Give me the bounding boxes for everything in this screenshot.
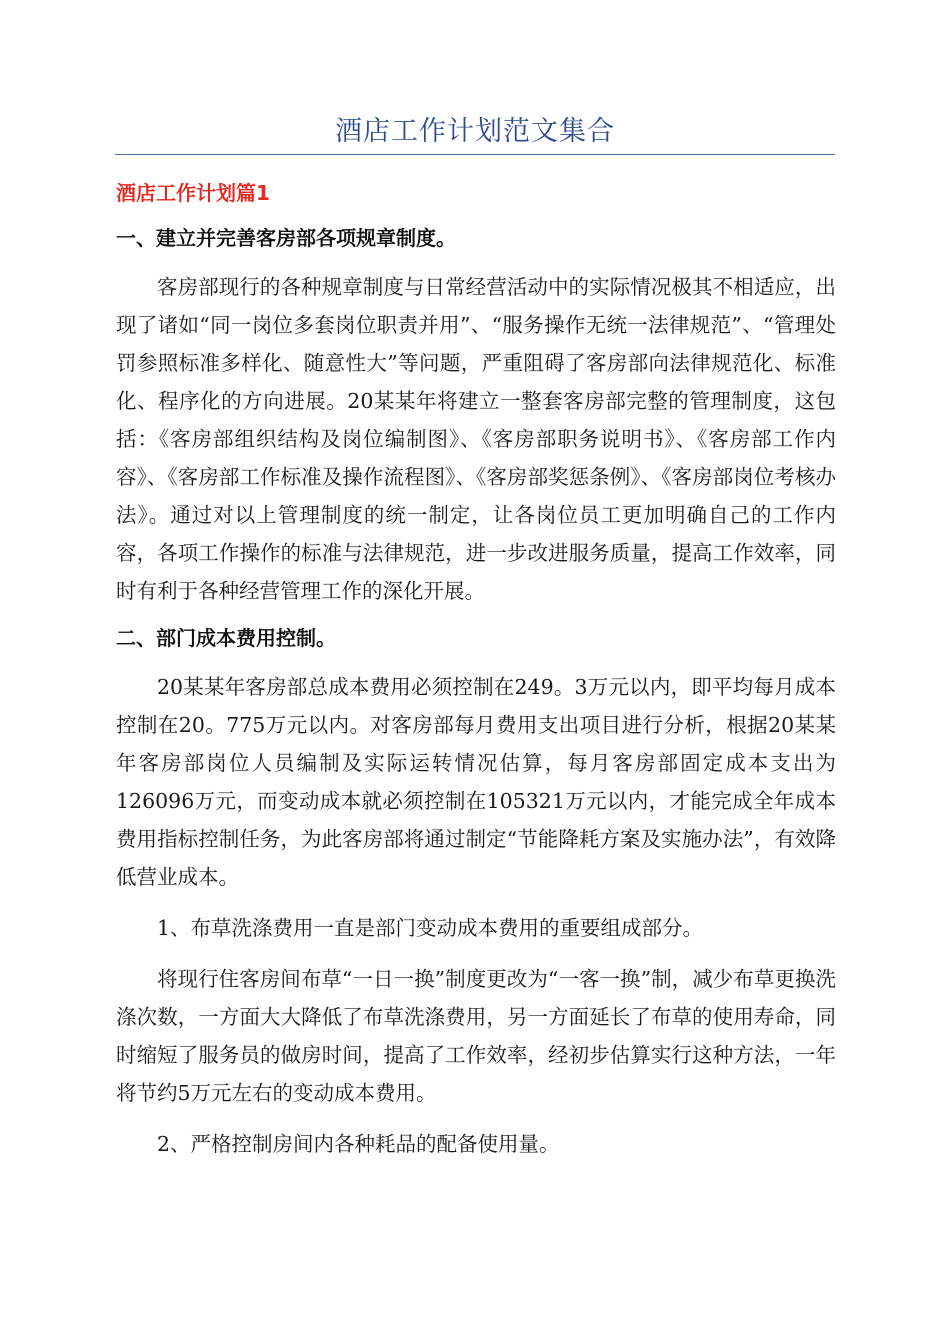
paragraph: 20某某年客房部总成本费用必须控制在249。3万元以内，即平均每月成本控制在20。775万元以内。对客房部每月费用支出项目进行分析，根据20某某年客房部岗位人员编制及实际运转情况估算，每月客房部固定成本支出为126096万元，而变动成本就必须控制在105321万元以内，才能完成全年成本费用指标控制任务，为此客房部将通过制定“节能降耗方案及实施办法”，有效降低营业成本。: [116, 675, 836, 889]
paragraph: 将现行住客房间布草“一日一换”制度更改为“一客一换”制，减少布草更换洗涤次数，一方面大大降低了布草洗涤费用，另一方面延长了布草的使用寿命，同时缩短了服务员的做房时间，提高了工作效率，经初步估算实行这种方法，一年将节约5万元左右的变动成本费用。: [116, 967, 836, 1105]
paragraph: 2、严格控制房间内各种耗品的配备使用量。: [157, 1132, 560, 1156]
title-underline: [115, 154, 835, 155]
paragraph: 1、布草洗涤费用一直是部门变动成本费用的重要组成部分。: [157, 916, 704, 940]
paragraph: 客房部现行的各种规章制度与日常经营活动中的实际情况极其不相适应，出现了诸如“同一岗位多套岗位职责并用”、“服务操作无统一法律规范”、“管理处罚参照标准多样化、随意性大”等问题，严重阻碍了客房部向法律规范化、标准化、程序化的方向进展。20某某年将建立一整套客房部完整的管理制度，这包括：《客房部组织结构及岗位编制图》、《客房部职务说明书》、《客房部工作内容》、《客房部工作标准及操作流程图》、《客房部奖惩条例》、《客房部岗位考核办法》。通过对以上管理制度的统一制定，让各岗位员工更加明确自己的工作内容，各项工作操作的标准与法律规范，进一步改进服务质量，提高工作效率，同时有利于各种经营管理工作的深化开展。: [116, 275, 836, 603]
section-label: 酒店工作计划篇1: [116, 181, 270, 205]
document-title: 酒店工作计划范文集合: [335, 116, 615, 147]
document-body: [116, 178, 836, 1176]
heading-rules: 一、建立并完善客房部各项规章制度。: [116, 226, 456, 250]
heading-cost-control: 二、部门成本费用控制。: [116, 626, 336, 650]
